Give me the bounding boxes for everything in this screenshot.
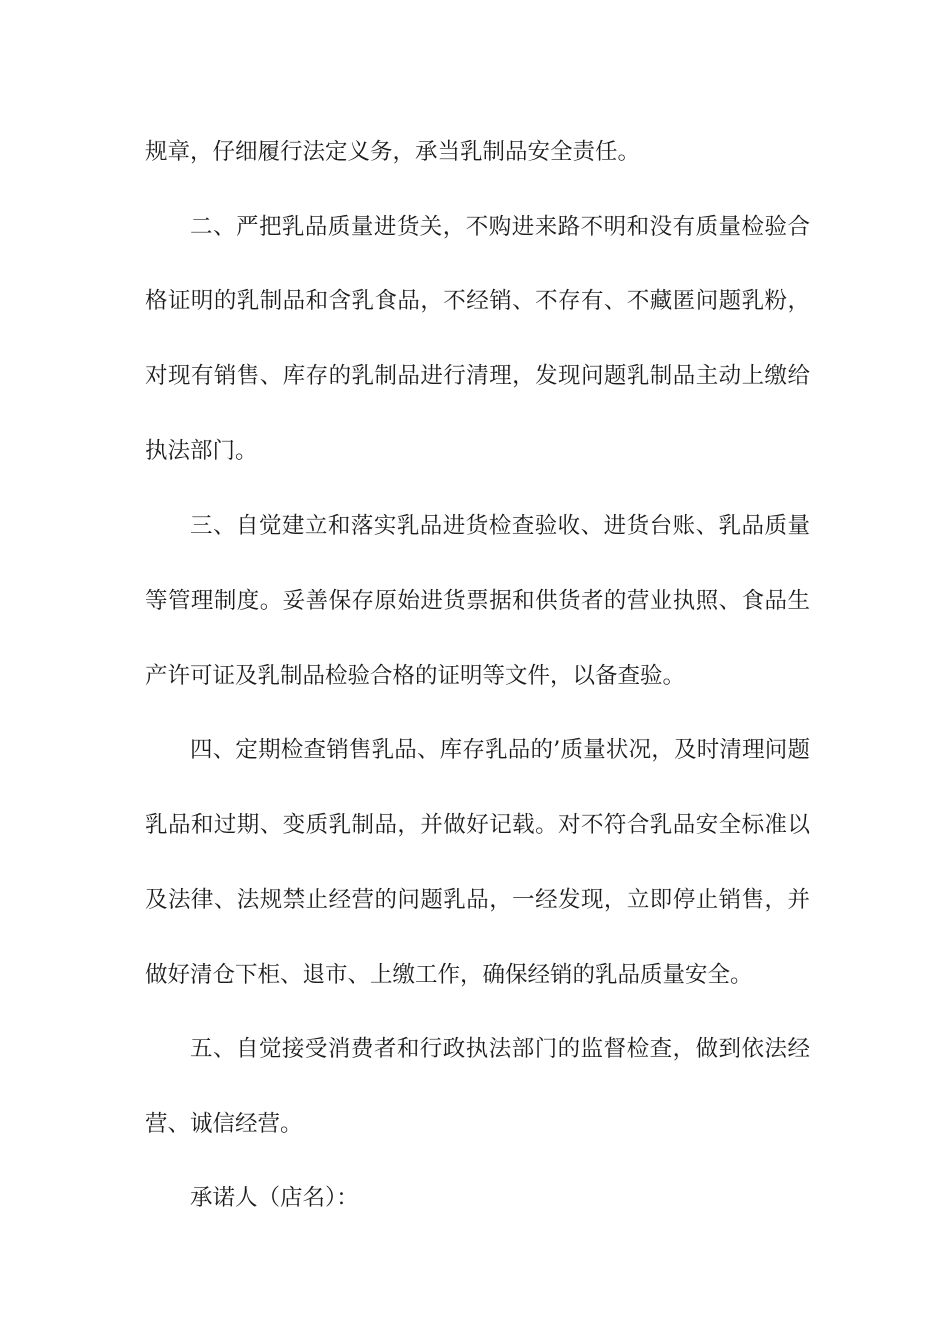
text-line: 等管理制度。妥善保存原始进货票据和供货者的营业执照、食品生 <box>145 588 810 614</box>
text-line: 营、诚信经营。 <box>145 1111 303 1137</box>
text-line: 五、自觉接受消费者和行政执法部门的监督检查，做到依法经 <box>190 1036 810 1062</box>
signatory-label: 承诺人（店名）： <box>190 1185 359 1211</box>
text-line: 执法部门。 <box>145 438 258 464</box>
text-line: 及法律、法规禁止经营的问题乳品，一经发现，立即停止销售，并 <box>145 887 810 913</box>
text-line: 四、定期检查销售乳品、库存乳品的’质量状况，及时清理问题 <box>190 737 810 763</box>
text-line: 规章，仔细履行法定义务，承当乳制品安全责任。 <box>145 139 641 165</box>
text-line: 三、自觉建立和落实乳品进货检查验收、进货台账、乳品质量 <box>190 513 810 539</box>
text-line: 对现有销售、库存的乳制品进行清理，发现问题乳制品主动上缴给 <box>145 363 810 389</box>
text-line: 格证明的乳制品和含乳食品，不经销、不存有、不藏匿问题乳粉， <box>145 288 810 314</box>
text-line: 做好清仓下柜、退市、上缴工作，确保经销的乳品质量安全。 <box>145 962 753 988</box>
text-line: 乳品和过期、变质乳制品，并做好记载。对不符合乳品安全标准以 <box>145 812 810 838</box>
text-line: 二、严把乳品质量进货关，不购进来路不明和没有质量检验合 <box>190 214 810 240</box>
text-line: 产许可证及乳制品检验合格的证明等文件，以备查验。 <box>145 663 686 689</box>
